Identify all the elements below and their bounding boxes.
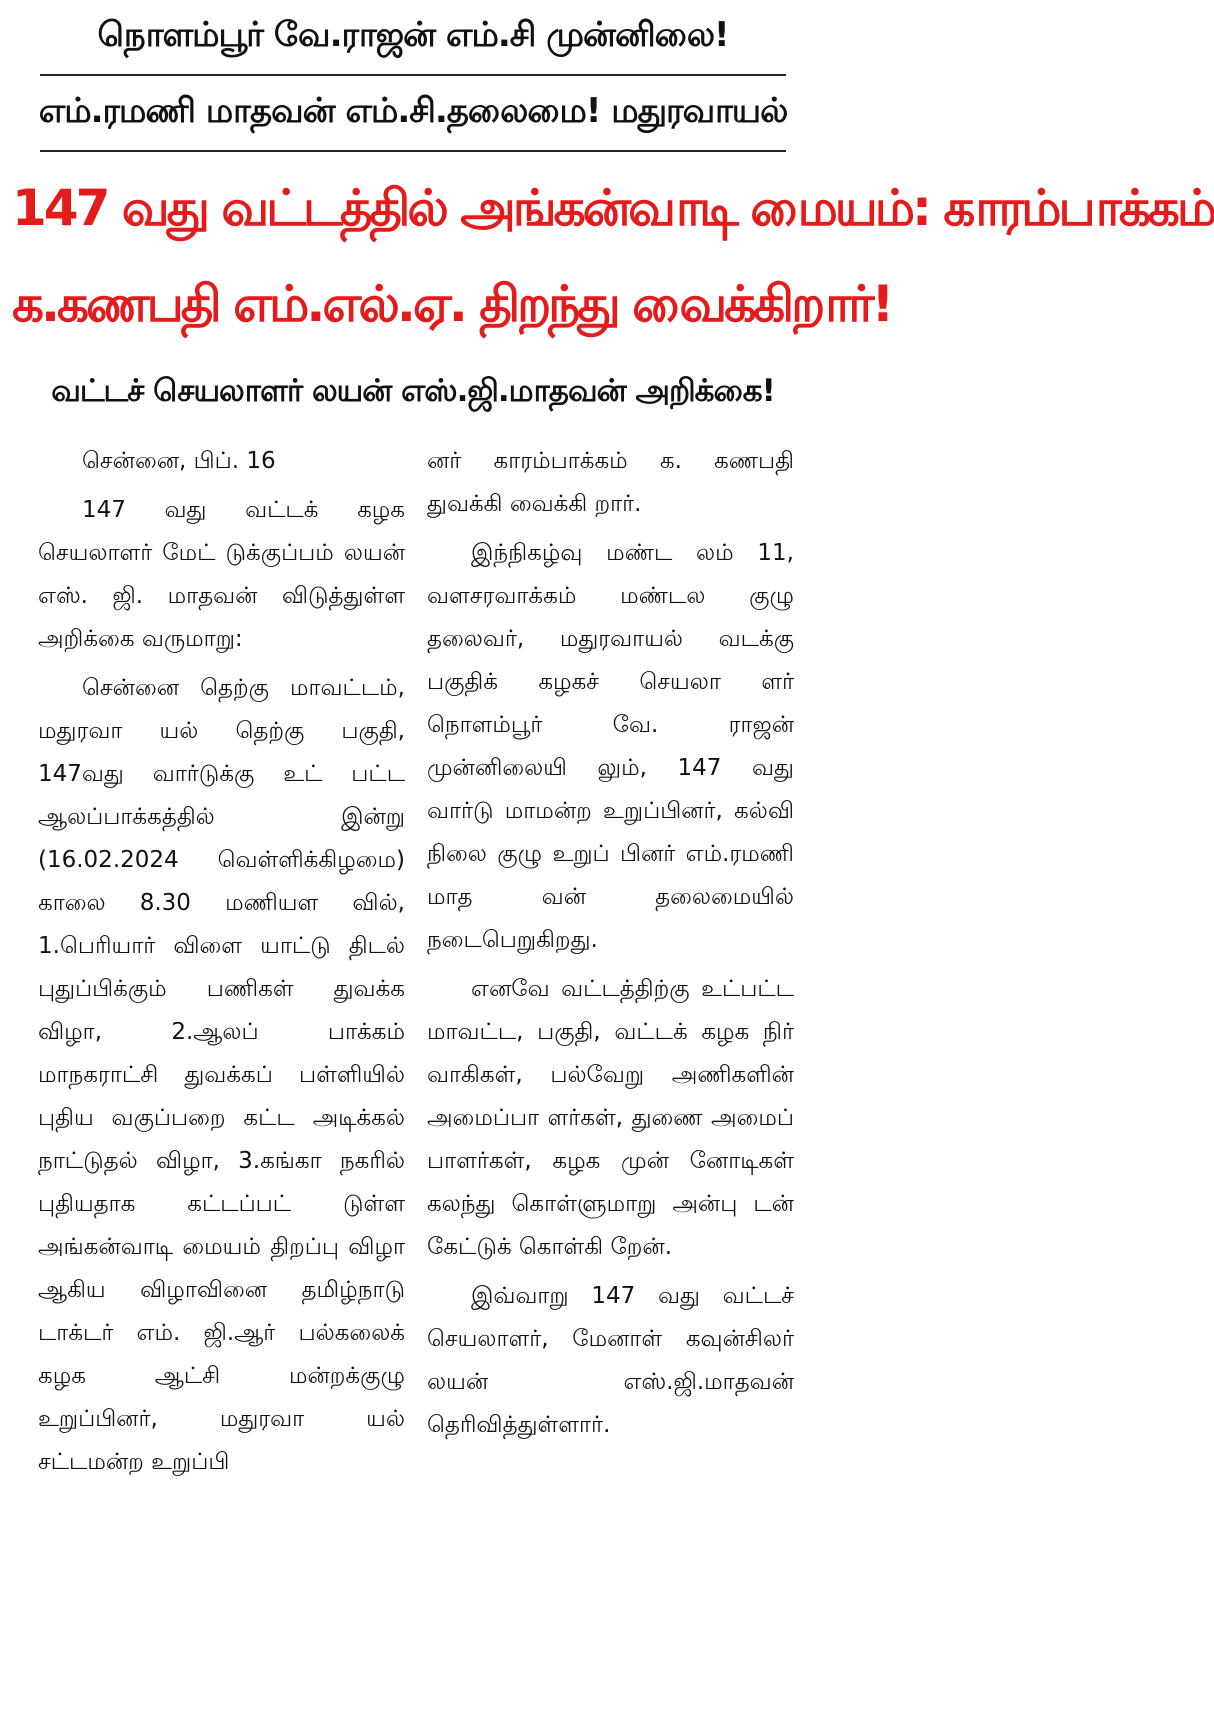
article-body	[12, 430, 814, 1692]
dateline: சென்னை, பிப். 16	[82, 448, 276, 474]
headline-line-1: 147 வது வட்டத்தில் அங்கன்வாடி மையம்: காரம்பாக்கம்	[12, 179, 1214, 237]
kicker-top: நொளம்பூர் வே.ராஜன் எம்.சி முன்னிலை!	[97, 15, 729, 55]
paragraph: இவ்வாறு 147 வது வட்டச் செயலாளர், மேனாள் கவுன்சிலர் லயன் எஸ்.ஜி.மாதவன் தெரிவித்துள்ளார்.	[427, 1283, 794, 1438]
column-right	[427, 440, 794, 1692]
column-left	[38, 440, 405, 1692]
paragraph: எனவே வட்டத்திற்கு உட்பட்ட மாவட்ட, பகுதி, வட்டக் கழக நிர் வாகிகள், பல்வேறு அணிகளின் அமைப்பா ளர்கள், துணை அமைப் பாளர்கள், கழக முன் னோடிகள் கலந்து கொள்ளுமாறு அன்பு டன் கேட்டுக் கொள்கி றேன்.	[427, 976, 794, 1260]
subhead: வட்டச் செயலாளர் லயன் எஸ்.ஜி.மாதவன் அறிக்கை!	[51, 373, 775, 409]
kicker-second: எம்.ரமணி மாதவன் எம்.சி.தலைமை! மதுரவாயல்	[38, 91, 788, 131]
divider-rule	[40, 150, 786, 152]
paragraph: 147 வது வட்டக் கழக செயலாளர் மேட் டுக்குப்பம் லயன் எஸ். ஜி. மாதவன் விடுத்துள்ள அறிக்கை வருமாறு:	[38, 497, 405, 652]
paragraph: இந்நிகழ்வு மண்ட லம் 11, வளசரவாக்கம் மண்டல குழு தலைவர், மதுரவாயல் வடக்கு பகுதிக் கழகச் செயலா ளர் நொளம்பூர் வே. ராஜன் முன்னிலையி லும், 147 வது வார்டு மாமன்ற உறுப்பினர், கல்வி நிலை குழு உறுப் பினர் எம்.ரமணி மாத வன் தலைமையில் நடைபெறுகிறது.	[427, 540, 794, 953]
headline-line-2: க.கணபதி எம்.எல்.ஏ. திறந்து வைக்கிறார்!	[12, 275, 892, 333]
paragraph-continued: னர் காரம்பாக்கம் க. கணபதி துவக்கி வைக்கி றார்.	[427, 448, 794, 517]
paragraph: சென்னை தெற்கு மாவட்டம், மதுரவா யல் தெற்கு பகுதி, 147வது வார்டுக்கு உட் பட்ட ஆலப்பாக்கத்தில் இன்று (16.02.2024 வெள்ளிக்கிழமை) காலை 8.30 மணியள வில், 1.பெரியார் விளை யாட்டு திடல் புதுப்பிக்கும் பணிகள் துவக்க விழா, 2.ஆலப் பாக்கம் மாநகராட்சி துவக்கப் பள்ளியில் புதிய வகுப்பறை கட்ட அடிக்கல் நாட்டுதல் விழா, 3.கங்கா நகரில் புதியதாக கட்டப்பட் டுள்ள அங்கன்வாடி மையம் திறப்பு விழா ஆகிய விழாவினை தமிழ்நாடு டாக்டர் எம். ஜி.ஆர் பல்கலைக் கழக ஆட்சி மன்றக்குழு உறுப்பினர், மதுரவா யல் சட்டமன்ற உறுப்பி	[38, 675, 405, 1475]
